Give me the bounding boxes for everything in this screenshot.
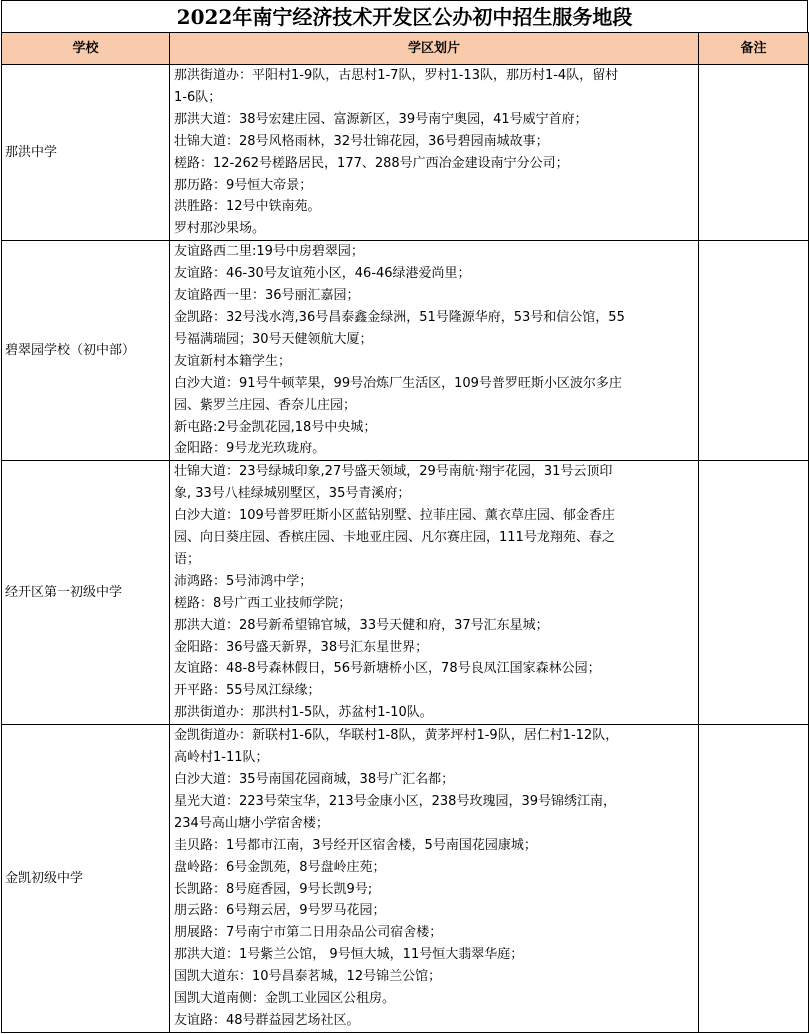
zone-line: 那历路：9号恒大帝景；	[174, 177, 313, 193]
header-row	[2, 33, 809, 65]
zone-line: 盘岭路：6号金凯苑，8号盘岭庄苑；	[174, 859, 386, 875]
zone-line: 壮锦大道：28号风格雨林，32号壮锦花园，36号碧园南城故事；	[174, 133, 549, 149]
zone-cell	[170, 461, 699, 725]
zone-line: 友谊路西二里:19号中房碧翠园；	[174, 244, 364, 260]
zone-line: 友谊路西一里：36号丽汇嘉园；	[174, 288, 360, 304]
table-row	[2, 725, 809, 1033]
header-note: 备注	[699, 33, 809, 65]
school-cell: 那洪中学	[2, 65, 170, 241]
zone-line: 象, 33号八桂绿城别墅区，35号青溪府；	[174, 486, 411, 502]
zone-line: 开平路：55号凤江绿缘；	[174, 683, 321, 699]
zone-line: 壮锦大道：23号绿城印象,27号盛天领域，29号南航·翔宇花园，31号云顶印	[174, 464, 613, 480]
header-zone: 学区划片	[170, 33, 699, 65]
note-cell	[699, 725, 809, 1033]
note-cell	[699, 65, 809, 241]
zone-cell	[170, 65, 699, 241]
zone-line: 园、向日葵庄园、香槟庄园、卡地亚庄园、凡尔赛庄园，111号龙翔苑、春之	[174, 530, 615, 546]
table-row	[2, 65, 809, 241]
table-row	[2, 461, 809, 725]
header-school: 学校	[2, 33, 170, 65]
zone-line: 号福满瑞园；30号天健领航大厦；	[174, 331, 373, 347]
zone-line: 友谊新村本籍学生；	[174, 353, 292, 369]
zone-line: 友谊路：48号群益园艺场社区。	[174, 1012, 360, 1028]
zone-line: 金阳路：36号盛天新界，38号汇东星世界；	[174, 639, 429, 655]
school-cell: 金凯初级中学	[2, 725, 170, 1033]
zone-line: 金凯路：32号浅水湾,36号昌泰鑫金绿洲，51号隆源华府，53号和信公馆，55	[174, 309, 625, 325]
zone-line: 槎路：12-262号槎路居民，177、288号广西冶金建设南宁分公司；	[174, 155, 569, 171]
document-title: 2022年南宁经济技术开发区公办初中招生服务地段	[1, 0, 808, 32]
zone-line: 那洪大道：28号新希望锦官城，33号天健和府，37号汇东星城；	[174, 617, 549, 633]
zone-line: 友谊路：46-30号友谊苑小区，46-46绿港爱尚里；	[174, 266, 471, 282]
zone-line: 洪胜路：12号中铁南苑。	[174, 199, 321, 215]
zone-line: 那洪街道办：那洪村1-5队，苏盆村1-10队。	[174, 705, 433, 721]
zone-line: 1-6队；	[174, 89, 222, 105]
zone-line: 沛鸿路：5号沛鸿中学；	[174, 573, 313, 589]
zone-line: 圭贝路：1号都市江南，3号经开区宿舍楼，5号南国花园康城；	[174, 837, 537, 853]
zone-line: 国凯大道东：10号昌泰茗城，12号锦兰公馆；	[174, 969, 442, 985]
zone-line: 那洪街道办：平阳村1-9队，古思村1-7队，罗村1-13队，那历村1-4队，留村	[174, 68, 619, 83]
zone-line: 语；	[174, 551, 201, 567]
zone-line: 罗村那沙果场。	[174, 221, 266, 237]
zone-line: 槎路：8号广西工业技师学院；	[174, 595, 352, 611]
zone-line: 高岭村1-11队；	[174, 750, 269, 766]
zone-line: 星光大道：223号荣宝华，213号金康小区，238号玫瑰园，39号锦绣江南，	[174, 793, 616, 809]
zone-line: 那洪大道：38号宏建庄园、富源新区，39号南宁奥园，41号威宁首府；	[174, 111, 588, 127]
zone-line: 朋云路：6号翔云居，9号罗马花园；	[174, 903, 386, 919]
zone-line: 国凯大道南侧：金凯工业园区公租房。	[174, 991, 396, 1007]
note-cell	[699, 241, 809, 461]
zone-table	[1, 32, 809, 1033]
document-sheet	[1, 0, 808, 1033]
school-cell: 经开区第一初级中学	[2, 461, 170, 725]
table-row	[2, 241, 809, 461]
zone-line: 园、紫罗兰庄园、香奈儿庄园；	[174, 397, 357, 413]
zone-line: 长凯路：8号庭香园，9号长凯9号;	[174, 881, 373, 897]
table-body	[2, 65, 809, 1033]
school-cell: 碧翠园学校（初中部）	[2, 241, 170, 461]
zone-line: 白沙大道：109号普罗旺斯小区蓝钻别墅、拉菲庄园、薰衣草庄园、郁金香庄	[174, 508, 615, 524]
zone-line: 白沙大道：91号牛顿苹果，99号冶炼厂生活区，109号普罗旺斯小区波尔多庄	[174, 375, 622, 391]
zone-line: 友谊路：48-8号森林假日，56号新塘桥小区，78号良凤江国家森林公园；	[174, 661, 601, 677]
zone-line: 234号高山塘小学宿舍楼；	[174, 815, 329, 831]
zone-line: 新屯路:2号金凯花园,18号中央城；	[174, 419, 377, 435]
zone-cell	[170, 725, 699, 1033]
zone-line: 那洪大道：1号紫兰公馆， 9号恒大城，11号恒大翡翠华庭；	[174, 947, 524, 963]
zone-cell	[170, 241, 699, 461]
note-cell	[699, 461, 809, 725]
zone-line: 金阳路：9号龙光玖珑府。	[174, 441, 326, 457]
zone-line: 金凯街道办：新联村1-6队，华联村1-8队，黄茅坪村1-9队，居仁村1-12队，	[174, 728, 619, 744]
zone-line: 白沙大道：35号南国花园商城，38号广汇名都；	[174, 772, 455, 787]
zone-line: 朋展路：7号南宁市第二日用杂品公司宿舍楼；	[174, 925, 443, 941]
